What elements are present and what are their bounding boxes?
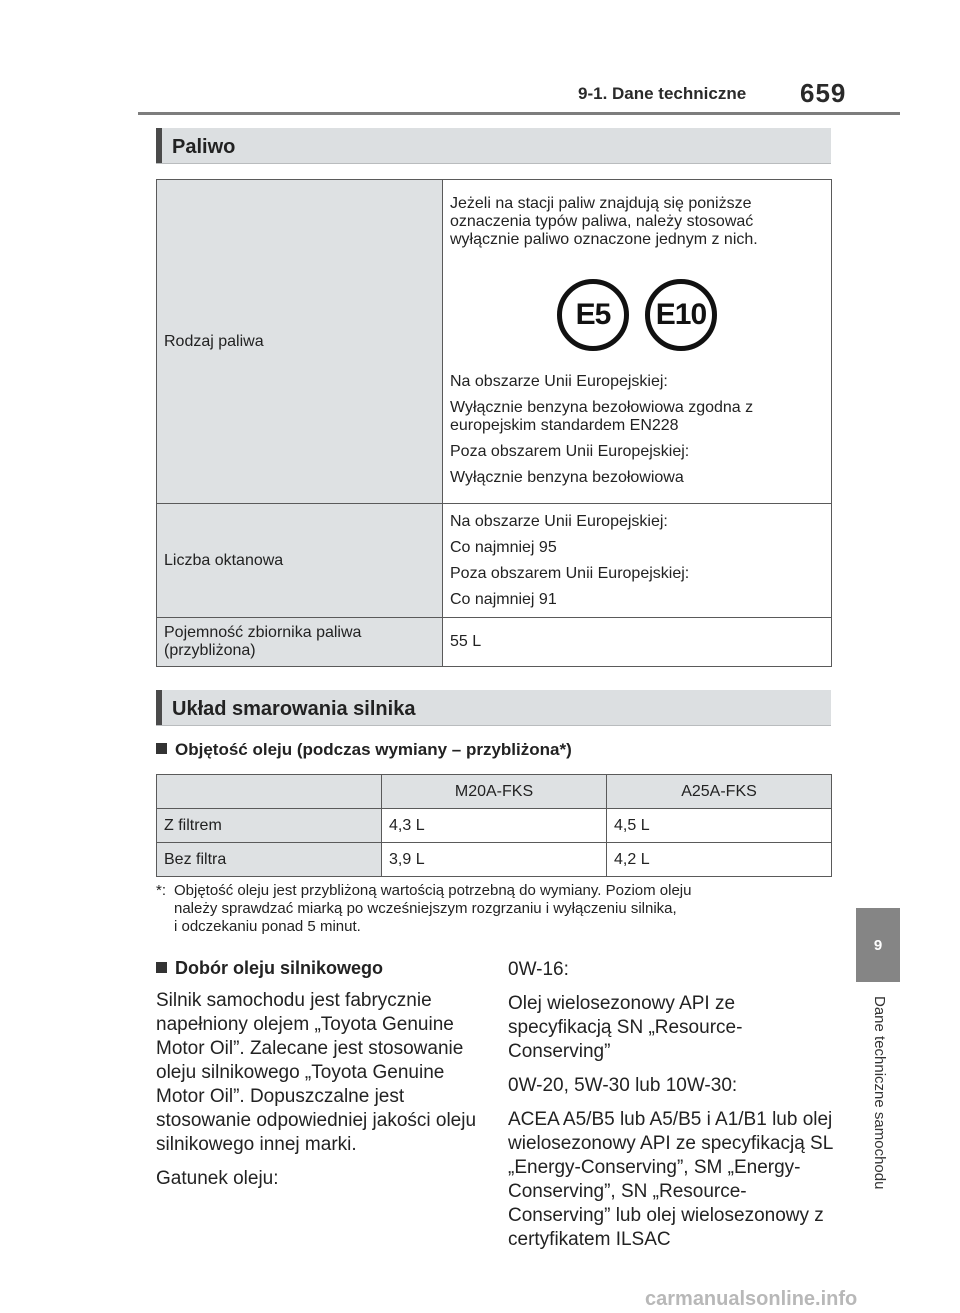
tank-capacity-value: 55 L bbox=[443, 618, 832, 667]
oil-selection-heading-text: Dobór oleju silnikowego bbox=[175, 958, 384, 978]
section-header: 9-1. Dane techniczne bbox=[578, 84, 747, 103]
oil-grade-spec: ACEA A5/B5 lub A5/B5 i A1/B1 lub olej wielosezonowy API ze specyfikacją SL „Energy-Conserving”, SM „Energy-Conserving”, SN „Resource-Conserving” lub olej wielosezonowy z certyfikatem ILSAC bbox=[508, 1109, 833, 1250]
octane-line: Poza obszarem Unii Europejskiej: bbox=[450, 564, 690, 582]
oil-selection-right-column bbox=[508, 958, 838, 1262]
chapter-tab-label: Dane techniczne samochodu bbox=[871, 996, 888, 1190]
fuel-section-title: Paliwo bbox=[172, 136, 236, 158]
footnote-line: należy sprawdzać miarką po wcześniejszym rozgrzaniu i wyłączeniu silnika, bbox=[174, 900, 677, 917]
footnote-line: Objętość oleju jest przybliżoną wartością potrzebną do wymiany. Poziom oleju bbox=[174, 882, 692, 899]
fuel-badges bbox=[450, 279, 824, 351]
chapter-tab: 9 bbox=[856, 908, 900, 982]
oil-grade-label: Gatunek oleju: bbox=[156, 1168, 279, 1189]
oil-grade-spec: 0W-16: bbox=[508, 959, 569, 980]
table-header-cell: A25A-FKS bbox=[607, 775, 832, 809]
oil-selection-paragraph: Silnik samochodu jest fabrycznie napełniony olejem „Toyota Genuine Motor Oil”. Zalecane jest stosowanie oleju silnikowego „Toyota Genuine Motor Oil”. Dopuszczalne jest stosowanie odpowiedniej jakości oleju silnikowego innej marki. bbox=[156, 990, 477, 1155]
table-row bbox=[157, 180, 832, 504]
table-row-label: Z filtrem bbox=[157, 809, 382, 843]
oil-volume-heading-text: Objętość oleju (podczas wymiany – przybliżona*) bbox=[175, 740, 572, 759]
fuel-section-bar bbox=[156, 128, 831, 164]
watermark: carmanualsonline.info bbox=[645, 1288, 858, 1310]
table-row bbox=[157, 843, 832, 877]
octane-line: Co najmniej 95 bbox=[450, 538, 557, 556]
page-number: 659 bbox=[800, 78, 847, 108]
footnote-mark: *: bbox=[156, 882, 167, 899]
fuel-table bbox=[156, 179, 832, 667]
oil-grade-spec: 0W-20, 5W-30 lub 10W-30: bbox=[508, 1075, 738, 1096]
table-cell: 4,5 L bbox=[607, 809, 832, 843]
octane-value bbox=[443, 504, 832, 618]
oil-selection-heading bbox=[156, 958, 486, 979]
table-cell: 4,2 L bbox=[607, 843, 832, 877]
table-row bbox=[157, 504, 832, 618]
oil-volume-table bbox=[156, 774, 832, 877]
table-row bbox=[157, 775, 832, 809]
fuel-line: Poza obszarem Unii Europejskiej: bbox=[450, 442, 690, 460]
oil-selection-left-column bbox=[156, 958, 486, 1201]
e5-badge-icon: E5 bbox=[557, 279, 629, 351]
table-header-cell: M20A-FKS bbox=[382, 775, 607, 809]
fuel-line: Na obszarze Unii Europejskiej: bbox=[450, 372, 668, 390]
tank-capacity-label: Pojemność zbiornika paliwa (przybliżona) bbox=[157, 618, 443, 667]
table-row bbox=[157, 809, 832, 843]
header-divider bbox=[138, 112, 900, 115]
table-row bbox=[157, 618, 832, 667]
octane-line: Co najmniej 91 bbox=[450, 590, 557, 608]
square-bullet-icon bbox=[156, 962, 167, 973]
oil-grade-spec: Olej wielosezonowy API ze specyfikacją SN „Resource-Conserving” bbox=[508, 993, 743, 1062]
lubrication-section-title: Układ smarowania silnika bbox=[172, 698, 416, 720]
table-cell: 4,3 L bbox=[382, 809, 607, 843]
table-row-label: Bez filtra bbox=[157, 843, 382, 877]
e10-badge-icon: E10 bbox=[645, 279, 717, 351]
fuel-type-value bbox=[443, 180, 832, 504]
square-bullet-icon bbox=[156, 743, 167, 754]
table-header-cell bbox=[157, 775, 382, 809]
lubrication-section-bar bbox=[156, 690, 831, 726]
fuel-line: Wyłącznie benzyna bezołowiowa zgodna z europejskim standardem EN228 bbox=[450, 398, 754, 434]
footnote-line: i odczekaniu ponad 5 minut. bbox=[174, 918, 361, 935]
oil-volume-footnote bbox=[156, 882, 836, 936]
fuel-type-label: Rodzaj paliwa bbox=[157, 180, 443, 504]
oil-volume-heading bbox=[156, 740, 572, 760]
octane-line: Na obszarze Unii Europejskiej: bbox=[450, 512, 668, 530]
fuel-line: Wyłącznie benzyna bezołowiowa bbox=[450, 468, 684, 486]
table-cell: 3,9 L bbox=[382, 843, 607, 877]
fuel-type-intro: Jeżeli na stacji paliw znajdują się poniższe oznaczenia typów paliwa, należy stosować wyłącznie paliwo oznaczone jednym z nich. bbox=[450, 194, 758, 248]
octane-label: Liczba oktanowa bbox=[157, 504, 443, 618]
